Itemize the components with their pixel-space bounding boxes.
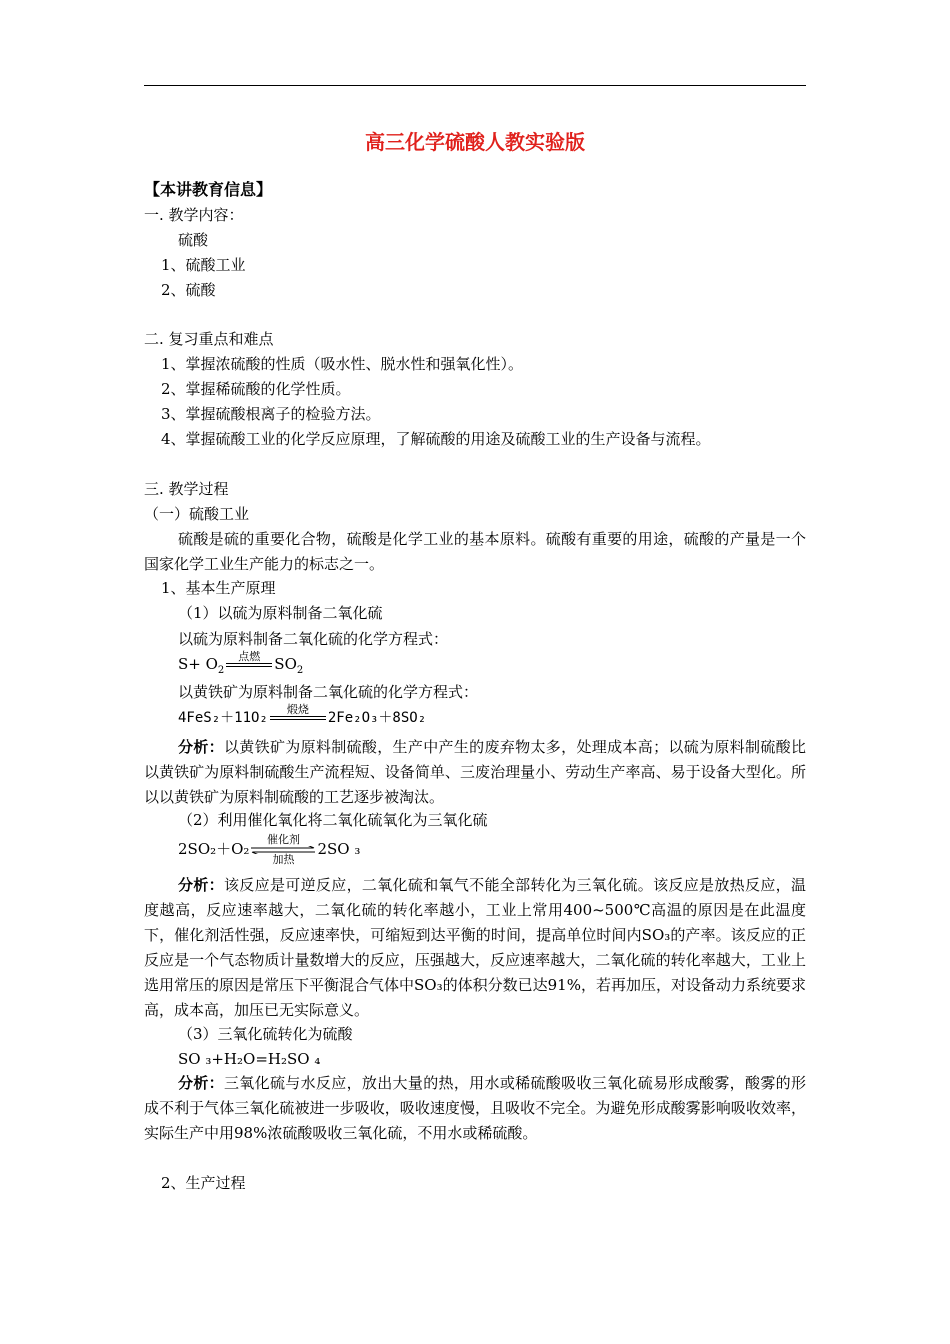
eq2-right: 2Fe₂O₃＋8SO₂ bbox=[327, 710, 427, 726]
section-header: 【本讲教育信息】 bbox=[144, 180, 273, 199]
part3-heading: 三. 教学过程 bbox=[144, 480, 229, 498]
part3-sub1: （一）硫酸工业 bbox=[144, 505, 250, 523]
s2-title: （2）利用催化氧化将二氧化硫氧化为三氧化硫 bbox=[178, 811, 488, 829]
equation-sulfur-combustion bbox=[178, 651, 303, 681]
analysis-label: 分析： bbox=[178, 738, 224, 756]
analysis-text-3: 三氧化硫与水反应，放出大量的热，用水或稀硫酸吸收三氧化硫易形成酸雾，酸雾的形成不利于气体三氧化硫被进一步吸收，吸收速度慢，且吸收不完全。为避免形成酸雾影响吸收效率，实际生产中用98%浓硫酸吸收三氧化硫，不用水或稀硫酸。 bbox=[144, 1074, 806, 1142]
document-title: 高三化学硫酸人教实验版 bbox=[365, 130, 585, 154]
eq1-condition bbox=[226, 651, 272, 679]
s1-title: （1）以硫为原料制备二氧化硫 bbox=[178, 604, 383, 622]
eq1-right: SO bbox=[274, 655, 297, 673]
part2-heading: 二. 复习重点和难点 bbox=[144, 330, 274, 348]
part2-item: 1、掌握浓硫酸的性质（吸水性、脱水性和强氧化性）。 bbox=[161, 355, 524, 373]
analysis-paragraph-2 bbox=[144, 873, 806, 1023]
eq2-cond-label: 煅烧 bbox=[286, 703, 309, 716]
equation-so2-oxidation bbox=[178, 834, 360, 866]
part1-item: 1、硫酸工业 bbox=[161, 256, 246, 274]
part1-item: 2、硫酸 bbox=[161, 281, 216, 299]
intro-paragraph: 硫酸是硫的重要化合物，硫酸是化学工业的基本原料。硫酸有重要的用途，硫酸的产量是一个国家化学工业生产能力的标志之一。 bbox=[144, 530, 806, 573]
step2-title: 2、生产过程 bbox=[161, 1174, 246, 1192]
analysis-paragraph-3 bbox=[144, 1071, 806, 1146]
part2-item: 2、掌握稀硫酸的化学性质。 bbox=[161, 380, 351, 398]
eq1-left-sub: 2 bbox=[217, 665, 225, 676]
analysis-label: 分析： bbox=[178, 1074, 224, 1092]
eq1-left: S+ O bbox=[178, 655, 218, 673]
analysis-text-2: 该反应是可逆反应，二氧化硫和氧气不能全部转化为三氧化硫。该反应是放热反应，温度越高，反应速率越大，二氧化硫的转化率越小，工业上常用400~500℃高温的原因是在此温度下，催化剂活性强，反应速率快，可缩短到达平衡的时间，提高单位时间内SO₃的产率。该反应的正反应是一个气态物质计量数增大的反应，压强越大，反应速率越大，二氧化硫的转化率越大，工业上选用常压的原因是常压下平衡混合气体中SO₃的体积分数已达91%，若再加压，对设备动力系统要求高，成本高，加压已无实际意义。 bbox=[144, 876, 806, 1019]
part2-item: 4、掌握硫酸工业的化学反应原理，了解硫酸的用途及硫酸工业的生产设备与流程。 bbox=[161, 430, 711, 448]
analysis-text-1: 以黄铁矿为原料制硫酸，生产中产生的废弃物太多，处理成本高；以硫为原料制硫酸比以黄铁矿为原料制硫酸生产流程短、设备简单、三废治理量小、劳动生产率高、易于设备大型化。所以以黄铁矿为原料制硫酸的工艺逐步被淘汰。 bbox=[144, 738, 806, 806]
eq2-condition bbox=[270, 704, 326, 732]
part2-item: 3、掌握硫酸根离子的检验方法。 bbox=[161, 405, 381, 423]
equation-pyrite-roasting bbox=[178, 704, 426, 732]
part1-heading: 一. 教学内容： bbox=[144, 206, 244, 224]
header-rule bbox=[144, 85, 806, 86]
step1-title: 1、基本生产原理 bbox=[161, 579, 276, 597]
s1-line2: 以黄铁矿为原料制备二氧化硫的化学方程式： bbox=[178, 683, 479, 701]
eq2-left: 4FeS₂＋11O₂ bbox=[178, 710, 268, 726]
part1-topic: 硫酸 bbox=[178, 231, 209, 249]
eq1-right-sub: 2 bbox=[296, 665, 304, 676]
eq3-left: 2SO₂＋O₂ bbox=[178, 840, 250, 858]
eq3-right: 2SO ₃ bbox=[317, 840, 361, 858]
s3-title: （3）三氧化硫转化为硫酸 bbox=[178, 1025, 353, 1043]
analysis-paragraph-1 bbox=[144, 735, 806, 810]
s1-line1: 以硫为原料制备二氧化硫的化学方程式： bbox=[178, 630, 449, 648]
analysis-label: 分析： bbox=[178, 876, 224, 894]
equation-so3-hydration: SO ₃+H₂O=H₂SO ₄ bbox=[178, 1050, 321, 1068]
eq3-cond-bottom: 加热 bbox=[272, 853, 295, 866]
eq3-condition bbox=[251, 834, 315, 866]
eq1-cond-label: 点燃 bbox=[238, 650, 261, 663]
eq3-cond-top: 催化剂 bbox=[266, 833, 300, 846]
